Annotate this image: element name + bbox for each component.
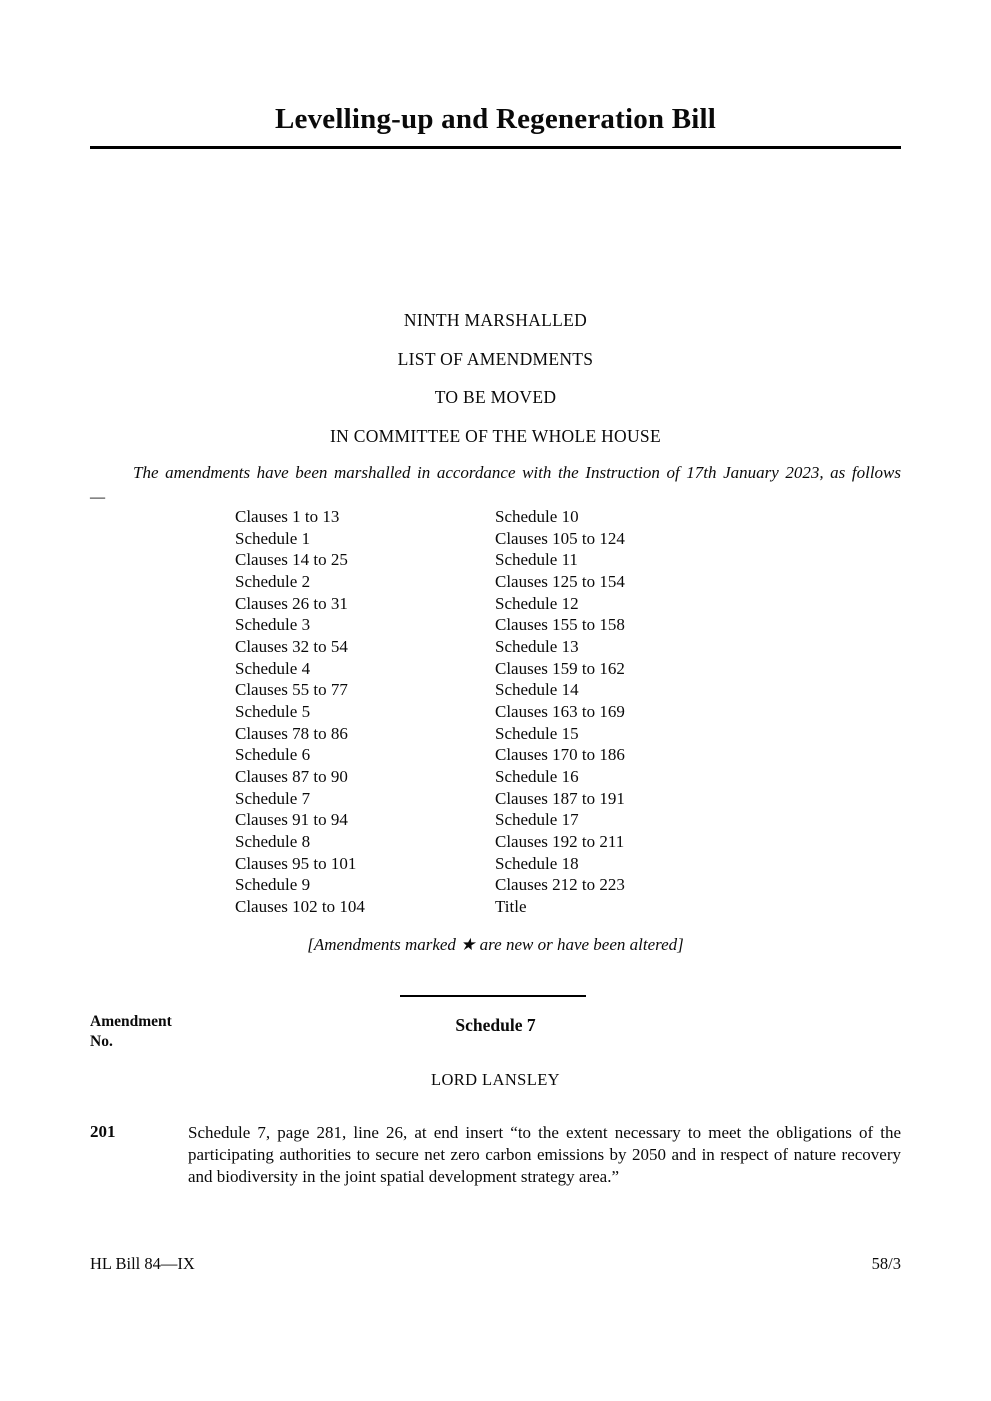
marshalling-order-item: Title bbox=[495, 896, 527, 916]
marshalling-order-item: Clauses 91 to 94 bbox=[235, 810, 348, 830]
marshalling-order-item: Schedule 11 bbox=[495, 550, 578, 570]
marshalling-order-item: Clauses 192 to 211 bbox=[495, 831, 625, 851]
marshalling-order-item: Clauses 212 to 223 bbox=[495, 875, 625, 895]
footer-page-reference: 58/3 bbox=[871, 1254, 901, 1273]
marshalling-order-item: Clauses 102 to 104 bbox=[235, 896, 365, 916]
heading-line: NINTH MARSHALLED bbox=[403, 310, 588, 330]
marshalling-order-item: Clauses 32 to 54 bbox=[235, 636, 348, 656]
marshalling-order-item: Schedule 8 bbox=[235, 831, 311, 851]
heading-line: LIST OF AMENDMENTS bbox=[397, 348, 594, 369]
amendment-label-line2: No. bbox=[90, 1032, 113, 1050]
marshalling-order-item: Schedule 1 bbox=[235, 528, 311, 548]
heading-line: TO BE MOVED bbox=[434, 387, 557, 408]
marshalling-order-item: Schedule 12 bbox=[495, 593, 579, 613]
marshalling-order-item: Schedule 7 bbox=[235, 788, 311, 808]
marshalling-order-item: Clauses 187 to 191 bbox=[495, 788, 625, 808]
marshalling-order-item: Clauses 26 to 31 bbox=[235, 593, 348, 613]
marshalling-order-item: Schedule 13 bbox=[495, 636, 579, 656]
title-double-rule bbox=[90, 146, 901, 149]
marshalling-order-left-column bbox=[235, 506, 365, 917]
marshalling-order-item: Clauses 87 to 90 bbox=[235, 766, 348, 786]
marshalling-order-item: Schedule 18 bbox=[495, 853, 579, 873]
marshalling-order-item: Clauses 105 to 124 bbox=[495, 528, 625, 548]
marshalling-order-item: Clauses 55 to 77 bbox=[235, 680, 348, 700]
amendment-list bbox=[0, 1122, 991, 1187]
marshalling-order-item: Clauses 170 to 186 bbox=[495, 745, 625, 765]
marshalling-order-item: Schedule 14 bbox=[495, 680, 579, 700]
schedule-section-heading: Schedule 7 bbox=[455, 1015, 536, 1035]
marshalling-order-item: Clauses 78 to 86 bbox=[235, 723, 348, 743]
marshalling-order-item: Clauses 1 to 13 bbox=[235, 507, 340, 526]
starred-amendments-note: [Amendments marked ★ are new or have been altered] bbox=[307, 935, 684, 954]
bill-title: Levelling-up and Regeneration Bill bbox=[274, 103, 717, 135]
marshalling-order-item: Schedule 2 bbox=[235, 571, 311, 591]
marshalling-order-item: Clauses 155 to 158 bbox=[495, 615, 625, 635]
marshalling-order-item: Clauses 95 to 101 bbox=[235, 853, 357, 873]
marshalling-order-item: Schedule 16 bbox=[495, 766, 579, 786]
marshalling-order-item: Schedule 17 bbox=[495, 810, 579, 830]
marshalling-order-item: Schedule 9 bbox=[235, 875, 311, 895]
marshalling-order-item: Schedule 3 bbox=[235, 615, 311, 635]
marshalling-order-item: Schedule 6 bbox=[235, 745, 311, 765]
marshalled-list-headings bbox=[0, 301, 991, 455]
section-divider-rule bbox=[400, 995, 586, 997]
marshalling-order-item: Schedule 5 bbox=[235, 701, 311, 721]
marshalling-order-item: Clauses 14 to 25 bbox=[235, 550, 348, 570]
amendment-item bbox=[0, 1122, 991, 1187]
page-footer bbox=[90, 1254, 901, 1274]
amendment-text: Schedule 7, page 281, line 26, at end insert “to the extent necessary to meet the obligations of the participating authorities to secure net zero carbon emissions by 2050 and in respect of nature recovery and biodiversity in the joint spatial development strategy area.” bbox=[188, 1123, 901, 1186]
footer-bill-reference: HL Bill 84—IX bbox=[90, 1254, 195, 1273]
marshalling-order-item: Schedule 10 bbox=[495, 507, 579, 526]
amendment-label-line1: Amendment bbox=[90, 1013, 172, 1030]
marshalling-order-item: Schedule 15 bbox=[495, 723, 579, 743]
marshalling-order-item: Clauses 163 to 169 bbox=[495, 701, 625, 721]
marshalling-order-item: Schedule 4 bbox=[235, 658, 311, 678]
heading-line: IN COMMITTEE OF THE WHOLE HOUSE bbox=[330, 425, 661, 446]
marshalling-order-item: Clauses 159 to 162 bbox=[495, 658, 625, 678]
peer-name: LORD LANSLEY bbox=[430, 1070, 560, 1089]
amendment-number: 201 bbox=[90, 1122, 116, 1141]
marshalling-order-right-column bbox=[495, 506, 625, 917]
marshalling-order-item: Clauses 125 to 154 bbox=[495, 571, 625, 591]
marshalling-instruction-note: The amendments have been marshalled in accordance with the Instruction of 17th January 2023, as follows— bbox=[90, 463, 901, 506]
